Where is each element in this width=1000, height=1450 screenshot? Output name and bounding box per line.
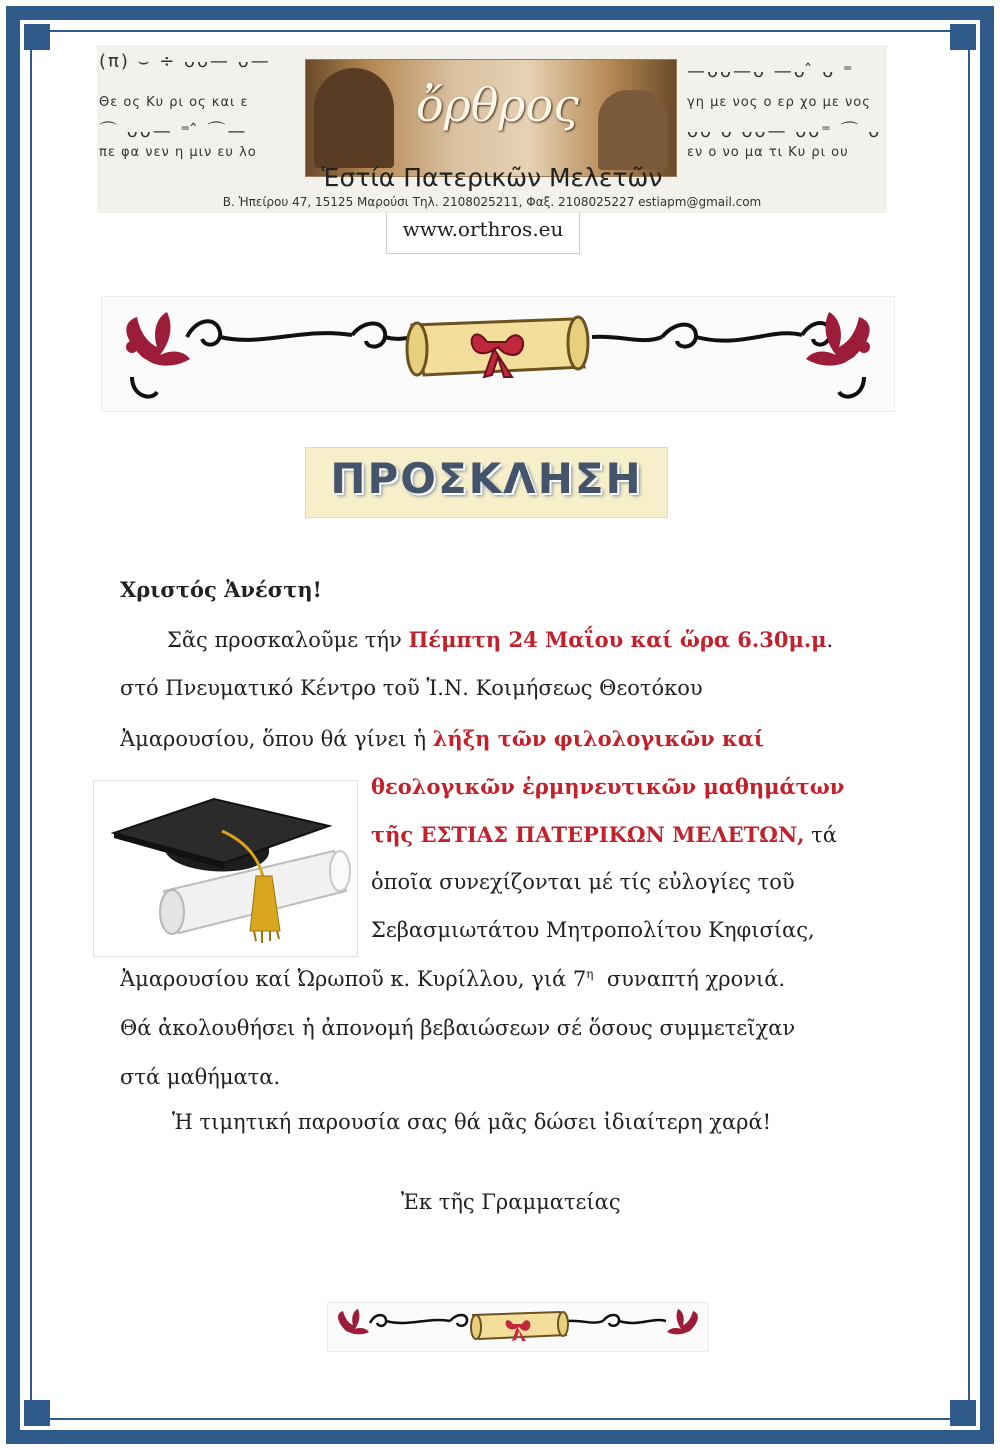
invitation-line — [120, 967, 785, 991]
chant-syllables: πε φα νεν η μιν ευ λο — [99, 145, 257, 160]
website-link[interactable]: www.orthros.eu — [386, 212, 580, 254]
neume-notation: ⌒ ᴗᴗ— ⁼ ̂ ⌒— — [99, 121, 248, 142]
scroll-ornament-small — [327, 1302, 709, 1352]
invitation-title-box — [305, 447, 668, 518]
invitation-line: Θά ἀκολουθήσει ἡ ἀπονομή βεβαιώσεων σέ ὅσους συμμετεῖχαν — [120, 1016, 796, 1040]
text-span: Σᾶς προσκαλοῦμε τήν — [167, 628, 409, 652]
event-highlight: θεολογικῶν ἑρμηνευτικῶν μαθημάτων — [371, 774, 845, 799]
neume-text: (π) — [99, 51, 130, 72]
neume-notation: ᴗᴗ ᴗ ᴗᴗ— ᴗᴗ⁼ ⌒ ᴗ — [687, 121, 882, 142]
logo-wordmark: ὄρθρος — [416, 78, 579, 132]
scroll-ornament-graphic — [328, 1303, 708, 1351]
closing-line: Ἡ τιμητική παρουσία σας θά μᾶς δώσει ἰδιαίτερη χαρά! — [172, 1110, 772, 1134]
signature: Ἐκ τῆς Γραμματείας — [401, 1190, 621, 1214]
neume-notation: —ᴗᴗ—ᴗ —ᴗ ̂ ᴗ ⁼ — [687, 61, 855, 82]
graduation-cap-icon — [94, 781, 357, 956]
fleur-icon — [806, 312, 870, 366]
fleur-icon — [667, 1309, 698, 1334]
monk-figure-icon — [598, 90, 668, 170]
invitation-line: ὁποῖα συνεχίζονται μέ τίς εὐλογίες τοῦ — [371, 870, 795, 894]
text-span: τά — [804, 823, 837, 847]
text-span: συναπτή χρονιά. — [593, 967, 786, 991]
ordinal-suffix: η — [586, 967, 594, 981]
text-span: . — [826, 628, 834, 652]
invitation-line — [167, 627, 833, 652]
text-span: Ἀμαρουσίου, ὅπου θά γίνει ἡ — [120, 727, 433, 751]
contact-address: Β. Ἠπείρου 47, 15125 Μαρούσι Τηλ. 2108025211, Φαξ. 2108025227 estiapm@gmail.com — [222, 195, 762, 209]
scroll-ornament — [101, 296, 895, 412]
invitation-line: Σεβασμιωτάτου Μητροπολίτου Κηφισίας, — [371, 918, 815, 942]
saint-figure-icon — [314, 68, 394, 168]
event-highlight: λήξη τῶν φιλολογικῶν καί — [432, 726, 765, 751]
invitation-line: στά μαθήματα. — [120, 1065, 281, 1089]
diploma-scroll-icon — [471, 1312, 568, 1341]
diploma-scroll-icon — [407, 317, 588, 377]
invitation-line — [120, 726, 880, 751]
invitation-line: στό Πνευματικό Κέντρο τοῦ Ἱ.Ν. Κοιμήσεως Θεοτόκου — [120, 676, 703, 700]
scroll-ornament-graphic — [102, 297, 894, 411]
invitation-line — [371, 822, 880, 847]
chant-syllables: εν ο νο μα τι Κυ ρι ου — [687, 145, 849, 160]
invitation-title: ΠΡΟΣΚΛΗΣΗ — [330, 454, 643, 503]
neume-notation — [99, 51, 271, 72]
neume-text: ⌣ ÷ ᴗᴗ— ᴗ— — [137, 51, 271, 72]
chant-syllables: Θε ος Κυ ρι ος και ε — [99, 95, 249, 110]
header-banner — [97, 45, 887, 213]
chant-syllables: γη με νος ο ερ χο με νος — [687, 95, 871, 110]
graduation-cap-image — [93, 780, 358, 957]
fleur-icon — [338, 1309, 369, 1334]
event-datetime: Πέμπτη 24 Μαΐου καί ὥρα 6.30μ.μ — [408, 627, 827, 652]
fleur-icon — [126, 312, 190, 366]
organization-highlight: τῆς ΕΣΤΙΑΣ ΠΑΤΕΡΙΚΩΝ ΜΕΛΕΤΩΝ, — [371, 822, 805, 847]
organization-name: Ἑστία Πατερικῶν Μελετῶν — [321, 163, 663, 192]
text-span: Ἀμαρουσίου καί Ὠρωποῦ κ. Κυρίλλου, γιά 7 — [120, 967, 587, 991]
icon-painting — [305, 59, 677, 177]
greeting: Χριστός Ἀνέστη! — [120, 577, 322, 602]
